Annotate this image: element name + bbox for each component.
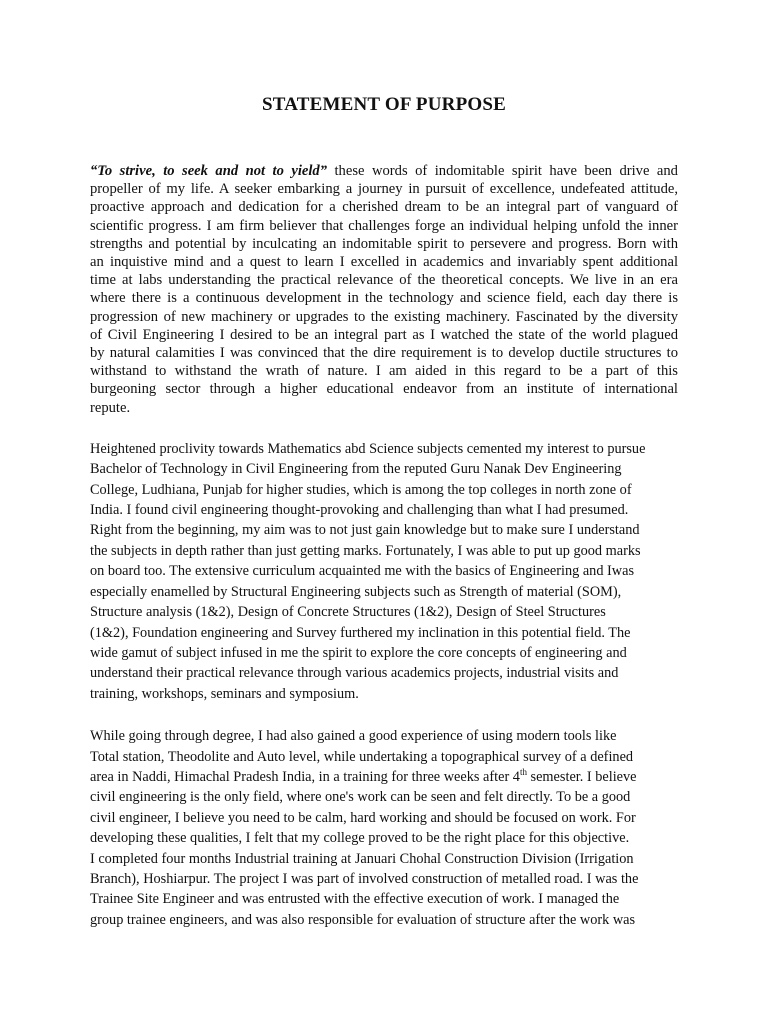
paragraph-line: civil engineer, I believe you need to be calm, hard working and should be focused on work. For [90, 809, 636, 826]
paragraph-line: by natural calamities I was convinced that the dire requirement is to develop ductile structures to [90, 345, 678, 362]
paragraph-line: Bachelor of Technology in Civil Engineering from the reputed Guru Nanak Dev Engineering [90, 461, 622, 478]
document-title: STATEMENT OF PURPOSE [262, 94, 506, 115]
paragraph-line: Trainee Site Engineer and was entrusted with the effective execution of work. I managed the [90, 891, 620, 908]
paragraph-line: where there is a continuous development in the technology and science field, each day there is [90, 290, 678, 307]
paragraph-line: Branch), Hoshiarpur. The project I was part of involved construction of metalled road. I was the [90, 870, 639, 887]
paragraph-line: “To strive, to seek and not to yield” these words of indomitable spirit have been drive and [90, 163, 678, 179]
paragraph-line: Right from the beginning, my aim was to not just gain knowledge but to make sure I understand [90, 522, 640, 539]
paragraph-line: withstand to withstand the wrath of nature. I am aided in this regard to be a part of this [90, 363, 678, 380]
paragraph-line: I completed four months Industrial training at Januari Chohal Construction Division (Irrigation [90, 850, 634, 867]
paragraph-line: While going through degree, I had also gained a good experience of using modern tools like [90, 728, 617, 745]
paragraph-experience [90, 726, 678, 930]
paragraph-line: Heightened proclivity towards Mathematics abd Science subjects cemented my interest to pursue [90, 440, 646, 457]
opening-quote: “To strive, to seek and not to yield” [90, 163, 328, 179]
paragraph-line: Structure analysis (1&2), Design of Concrete Structures (1&2), Design of Steel Structures [90, 604, 606, 621]
paragraph-line: training, workshops, seminars and symposium. [90, 685, 359, 702]
paragraph-line: (1&2), Foundation engineering and Survey furthered my inclination in this potential field. The [90, 624, 631, 641]
paragraph-line: area in Naddi, Himachal Pradesh India, in a training for three weeks after 4th semester. I believe [90, 767, 637, 785]
paragraph-intro [90, 162, 678, 417]
paragraph-line: strengths and potential by inculcating an indomitable spirit to persevere and progress. Born with [90, 235, 678, 252]
paragraph-line: of Civil Engineering I desired to be an integral part as I watched the state of the world plagued [90, 326, 678, 343]
paragraph-line: repute. [90, 399, 131, 416]
paragraph-line: developing these qualities, I felt that my college proved to be the right place for this objective. [90, 830, 630, 847]
paragraph-line: time at labs understanding the practical relevance of the theoretical concepts. We live in an era [90, 272, 678, 289]
paragraph-line: an inquistive mind and a quest to learn I excelled in academics and invariably spent additional [90, 254, 678, 271]
paragraph-line: group trainee engineers, and was also responsible for evaluation of structure after the work was [90, 911, 636, 928]
paragraph-line: progression of new machinery or upgrades to the existing machinery. Fascinated by the diversity [90, 308, 678, 325]
document-body [90, 162, 678, 952]
paragraph-line: civil engineering is the only field, where one's work can be seen and felt directly. To be a good [90, 789, 631, 806]
superscript: th [519, 767, 527, 778]
paragraph-line: understand their practical relevance through various academics projects, industrial visits and [90, 665, 619, 682]
paragraph-line: scientific progress. I am firm believer that challenges forge an individual helping unfold the inner [90, 217, 678, 234]
paragraph-line: on board too. The extensive curriculum acquainted me with the basics of Engineering and Iwas [90, 563, 635, 580]
paragraph-line: especially enamelled by Structural Engineering subjects such as Strength of material (SOM), [90, 583, 622, 600]
paragraph-line: College, Ludhiana, Punjab for higher studies, which is among the top colleges in north zone of [90, 481, 632, 498]
paragraph-line: propeller of my life. A seeker embarking a journey in pursuit of excellence, undefeated attitude, [90, 181, 678, 198]
paragraph-line: Total station, Theodolite and Auto level, while undertaking a topographical survey of a defined [90, 748, 634, 765]
paragraph-line: wide gamut of subject infused in me the spirit to explore the core concepts of engineering and [90, 644, 627, 661]
paragraph-line: proactive approach and dedication for a cherished dream to be an integral part of vanguard of [90, 199, 678, 216]
paragraph-line: burgeoning sector through a higher educational endeavor from an institute of international [90, 381, 678, 398]
paragraph-line: India. I found civil engineering thought-provoking and challenging than what I had presumed. [90, 502, 629, 519]
paragraph-line: the subjects in depth rather than just getting marks. Fortunately, I was able to put up good marks [90, 542, 641, 559]
paragraph-education [90, 439, 678, 704]
